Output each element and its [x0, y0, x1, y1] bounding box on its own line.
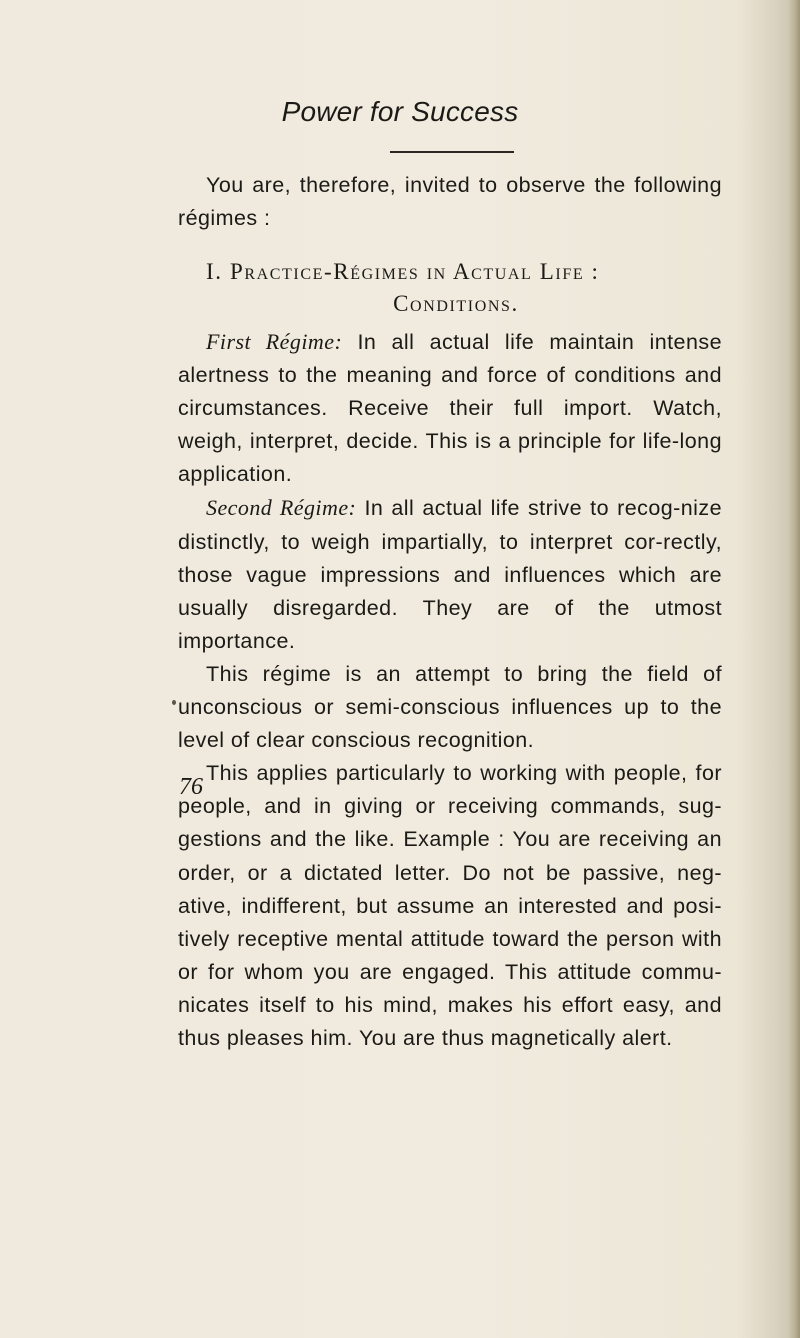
second-regime-paragraph [178, 491, 722, 657]
first-regime-name: First Régime: [206, 329, 343, 354]
first-regime-text: In all actual life maintain intense alertness to the meaning and force of conditions and circumstances. Receive their full import. Watch, weigh, interpret, decide. This is a principle for life-long application. [178, 330, 722, 487]
section-heading [178, 256, 722, 320]
running-head: Power for Success [281, 96, 519, 127]
section-heading-line-2: Conditions. [393, 291, 519, 316]
page-edge-shadow [788, 0, 800, 1338]
first-regime-paragraph [178, 325, 722, 491]
section-heading-line-1: I. Practice-Régimes in Actual Life : [206, 259, 600, 284]
page-number: 76 [179, 774, 203, 800]
intro-text: You are, therefore, invited to observe the following régimes : [178, 173, 722, 231]
second-regime-text: In all actual life strive to recog-nize distinctly, to weigh impartially, to interpret cor-rectly, those vague impressions and influences which are usually disregarded. They are of the utmost importance. [178, 496, 722, 653]
regime-explanation-paragraph: This régime is an attempt to bring the field of unconscious or semi-conscious influences up to the level of clear conscious recognition. [178, 661, 722, 753]
application-paragraph: This applies particularly to working with people, for people, and in giving or receiving commands, sug-gestions and the like. Example : You are receiving an order, or a dictated letter. Do not be passive, neg-ative, indifferent, but assume an interested and posi-tively receptive mental attitude toward the person with or for whom you are engaged. This attitude commu-nicates itself to his mind, makes his effort easy, and thus pleases him. You are thus magnetically alert. [178, 761, 722, 1050]
second-regime-name: Second Régime: [206, 495, 357, 521]
intro-paragraph [178, 169, 722, 235]
header-rule [390, 151, 514, 153]
body-text [178, 325, 722, 1055]
ink-speck [172, 700, 176, 705]
